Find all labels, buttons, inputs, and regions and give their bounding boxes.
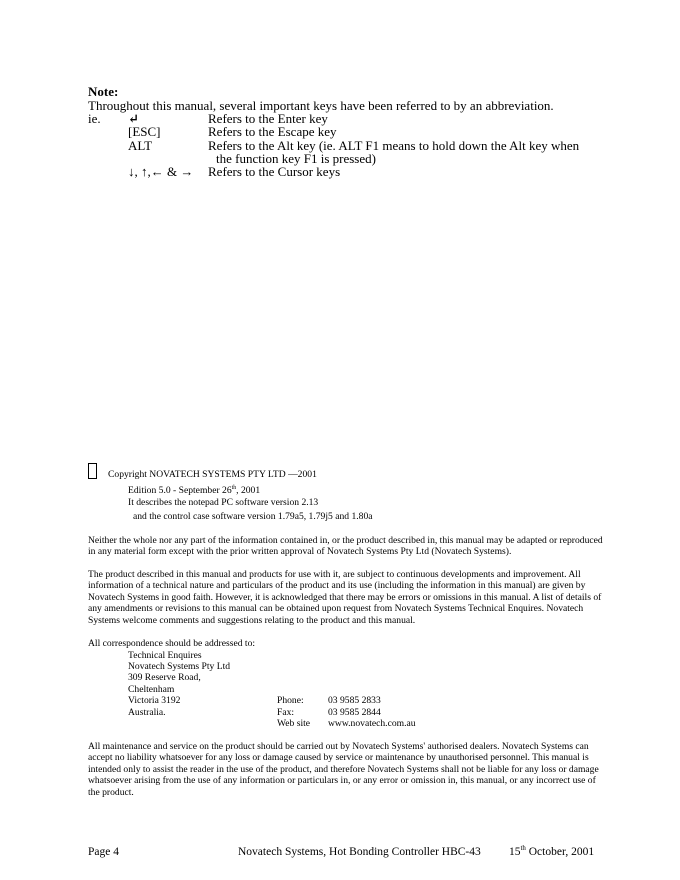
liability-paragraph: All maintenance and service on the product should be carried out by Novatech Systems' authorised dealers. Novatech Systems can accept no liability whatsoever for any loss or damage caused by service or maintenance by unauthorised personnel. This manual is intended only to assist the reader in the use of the product, and therefore Novatech Systems shall not be liable for any loss or damage whatsoever arising from the use of any information or particulars in, or any error or omission in, this manual, or any incorrect use of the product. bbox=[88, 741, 599, 798]
address-line: Technical Enquires bbox=[128, 650, 202, 661]
enter-key-icon: ↵ bbox=[128, 111, 139, 126]
note-heading: Note: bbox=[88, 84, 119, 99]
cursor-keys-desc: Refers to the Cursor keys bbox=[208, 164, 341, 179]
note-intro: Throughout this manual, several important keys have been referred to by an abbreviation. bbox=[88, 98, 554, 113]
address-line: Victoria 3192 bbox=[128, 695, 181, 706]
correspondence-intro: All correspondence should be addressed to: bbox=[88, 638, 256, 649]
website-label: Web site bbox=[277, 718, 311, 729]
enter-key-desc: Refers to the Enter key bbox=[208, 111, 328, 126]
footer-title: Novatech Systems, Hot Bonding Controller HBC-43 bbox=[238, 846, 481, 858]
alt-key-desc-continued: the function key F1 is pressed) bbox=[216, 151, 376, 166]
esc-key-desc: Refers to the Escape key bbox=[208, 124, 337, 139]
software-version-line: It describes the notepad PC software version 2.13 bbox=[128, 497, 319, 508]
address-line: Cheltenham bbox=[128, 684, 175, 695]
ie-label: ie. bbox=[88, 111, 101, 126]
reproduction-paragraph: Neither the whole nor any part of the information contained in, or the product described in, this manual may be adapted or reproduced in any material form except with the prior written approval of Novatech Systems Pty Ltd (Novatech Systems). bbox=[88, 535, 603, 558]
control-case-version-line: and the control case software version 1.79a5, 1.79j5 and 1.80a bbox=[133, 511, 373, 522]
website-value: www.novatech.com.au bbox=[328, 718, 416, 729]
copyright-line: Copyright NOVATECH SYSTEMS PTY LTD —2001 bbox=[108, 469, 317, 480]
esc-key-label: [ESC] bbox=[128, 124, 161, 139]
footer-date: 15th October, 2001 bbox=[509, 845, 595, 858]
alt-key-label: ALT bbox=[128, 138, 153, 153]
phone-value: 03 9585 2833 bbox=[328, 695, 381, 706]
address-line: Novatech Systems Pty Ltd bbox=[128, 661, 231, 672]
alt-key-desc: Refers to the Alt key (ie. ALT F1 means to hold down the Alt key when bbox=[208, 138, 580, 153]
address-line: Australia. bbox=[128, 707, 166, 718]
disclaimer-paragraph: The product described in this manual and products for use with it, are subject to continuous developments and improvement. All information of a technical nature and particulars of the product and its use (including the information in this manual) are given by Novatech Systems in good faith. However, it is acknowledged that there may be errors or omissions in this manual. A list of details of any amendments or revisions to this manual can be obtained upon request from Novatech Systems Technical Enquires. Novatech Systems welcome comments and suggestions relating to the product and this manual. bbox=[88, 569, 602, 626]
copyright-symbol-box bbox=[88, 463, 97, 479]
phone-label: Phone: bbox=[277, 695, 304, 706]
fax-label: Fax: bbox=[277, 707, 295, 718]
page-number: Page 4 bbox=[88, 846, 119, 858]
address-line: 309 Reserve Road, bbox=[128, 672, 201, 683]
cursor-keys-label: ↓, ↑,← & → bbox=[128, 164, 194, 179]
edition-line: Edition 5.0 - September 26th, 2001 bbox=[128, 484, 261, 496]
fax-value: 03 9585 2844 bbox=[328, 707, 381, 718]
